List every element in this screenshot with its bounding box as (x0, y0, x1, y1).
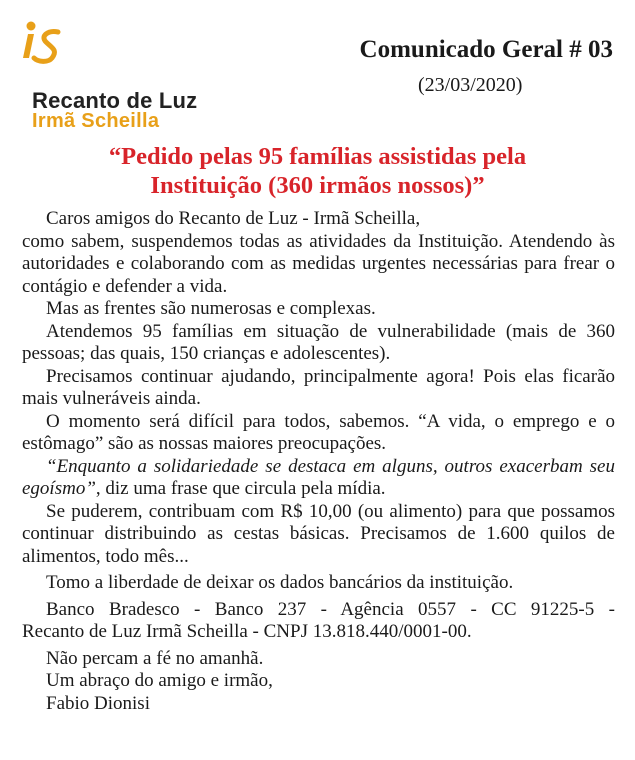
bank-details-line-1: Banco Bradesco - Banco 237 - Agência 0557 - CC 91225-5 - (46, 598, 615, 620)
document-title: Comunicado Geral # 03 (359, 36, 613, 63)
quote: “Enquanto a solidariedade se destaca em alguns, outros exacerbam seu egoísmo” (22, 455, 615, 499)
logo-subtitle: Irmã Scheilla (32, 110, 160, 132)
paragraph-7: Se puderem, contribuam com R$ 10,00 (ou alimento) para que possamos continuar distribuindo as cestas básicas. Precisamos de 1.600 quilos de alimentos, todo mês... (22, 500, 615, 567)
paragraph-1: como sabem, suspendemos todas as atividades da Instituição. Atendendo às autoridades e colaborando com as medidas urgentes necessárias para frear o contágio e defender a vida. (22, 230, 615, 297)
paragraph-2: Mas as frentes são numerosas e complexas. (46, 298, 376, 319)
quote-attribution: , diz uma frase que circula pela mídia. (95, 478, 386, 499)
paragraph-4: Precisamos continuar ajudando, principalmente agora! Pois elas ficarão mais vulneráveis ainda. (22, 365, 615, 409)
letter-body (22, 208, 615, 715)
paragraph-8: Tomo a liberdade de deixar os dados bancários da instituição. (46, 572, 514, 593)
paragraph-3: Atendemos 95 famílias em situação de vulnerabilidade (mais de 360 pessoas; das quais, 150 crianças e adolescentes). (22, 320, 615, 364)
logo-name: Recanto de Luz (32, 88, 198, 113)
signature: Fabio Dionisi (46, 692, 150, 714)
paragraph-greeting: Caros amigos do Recanto de Luz - Irmã Scheilla, (46, 208, 421, 229)
logo (22, 18, 242, 132)
paragraph-6 (22, 456, 615, 501)
recanto-logo-icon (22, 18, 66, 66)
bank-details-line-2: Recanto de Luz Irmã Scheilla - CNPJ 13.818.440/0001-00. (22, 621, 472, 642)
headline (20, 142, 615, 200)
closing-line-2: Um abraço do amigo e irmão, (46, 670, 273, 691)
headline-line-1: “Pedido pelas 95 famílias assistidas pela (108, 143, 527, 170)
closing-line-1: Não percam a fé no amanhã. (46, 647, 264, 669)
headline-line-2: Instituição (360 irmãos nossos)” (150, 172, 485, 199)
paragraph-5: O momento será difícil para todos, sabemos. “A vida, o emprego e o estômago” são as nossas maiores preocupações. (22, 410, 615, 454)
document-date: (23/03/2020) (418, 74, 523, 96)
